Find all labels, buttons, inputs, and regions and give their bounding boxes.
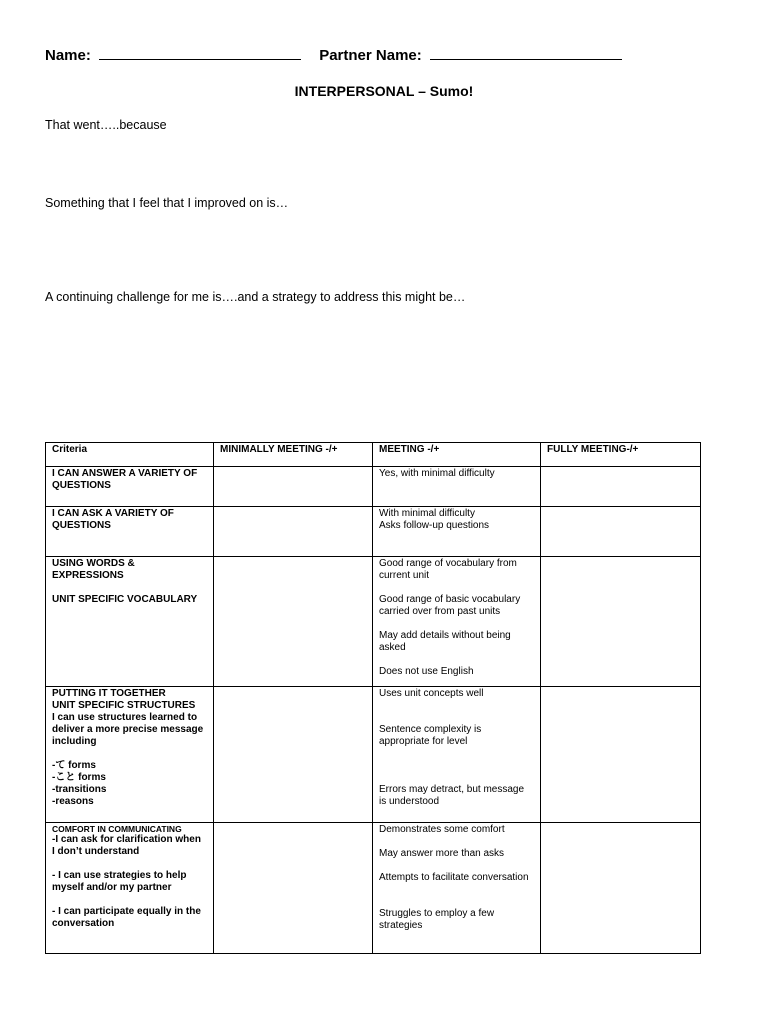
header-minimally-meeting: MINIMALLY MEETING -/+ [214, 443, 373, 467]
meeting-line: is understood [379, 796, 440, 807]
minimally-meeting-cell[interactable] [214, 467, 373, 507]
criteria-cell [46, 823, 214, 954]
prompt-improvement: Something that I feel that I improved on is… [45, 196, 289, 210]
criteria-line: UNIT SPECIFIC VOCABULARY [52, 594, 198, 605]
spacer [52, 894, 207, 906]
spacer [379, 896, 534, 908]
rubric-table [45, 442, 701, 954]
meeting-cell [373, 557, 541, 687]
criteria-cell [46, 467, 214, 507]
criteria-line: I CAN ASK A VARIETY OF [52, 508, 174, 519]
meeting-line: Errors may detract, but message [379, 784, 525, 795]
meeting-line: asked [379, 642, 406, 653]
meeting-line: appropriate for level [379, 736, 468, 747]
meeting-line: Good range of vocabulary from [379, 558, 517, 569]
fully-meeting-cell[interactable] [541, 557, 701, 687]
criteria-line: - I can participate equally in the [52, 906, 201, 917]
criteria-line: I CAN ANSWER A VARIETY OF [52, 468, 198, 479]
minimally-meeting-cell[interactable] [214, 687, 373, 823]
spacer [379, 712, 534, 724]
spacer [379, 860, 534, 872]
partner-name-label: Partner Name: [319, 47, 422, 64]
name-row [45, 47, 622, 64]
meeting-line: strategies [379, 920, 423, 931]
prompt-challenge: A continuing challenge for me is….and a strategy to address this might be… [45, 290, 466, 304]
prompt-reflection: That went…..because [45, 118, 167, 132]
criteria-line: -reasons [52, 796, 94, 807]
meeting-cell [373, 823, 541, 954]
meeting-line: Struggles to employ a few [379, 908, 495, 919]
criteria-line: QUESTIONS [52, 480, 111, 491]
criteria-cell [46, 507, 214, 557]
criteria-cell [46, 557, 214, 687]
spacer [379, 700, 534, 712]
table-header-row [46, 443, 701, 467]
spacer [379, 836, 534, 848]
meeting-line: With minimal difficulty [379, 508, 475, 519]
criteria-line: QUESTIONS [52, 520, 111, 531]
criteria-line: EXPRESSIONS [52, 570, 124, 581]
criteria-line: -I can ask for clarification when [52, 834, 201, 845]
criteria-line: -て forms [52, 760, 96, 771]
meeting-line: carried over from past units [379, 606, 501, 617]
spacer [52, 748, 207, 760]
header-criteria: Criteria [46, 443, 214, 467]
table-row [46, 687, 701, 823]
criteria-line: myself and/or my partner [52, 882, 172, 893]
header-meeting: MEETING -/+ [373, 443, 541, 467]
meeting-line: Asks follow-up questions [379, 520, 490, 531]
table-row [46, 557, 701, 687]
meeting-line: May add details without being [379, 630, 511, 641]
criteria-line: PUTTING IT TOGETHER [52, 688, 166, 699]
meeting-line: Does not use English [379, 666, 474, 677]
meeting-line: Yes, with minimal difficulty [379, 468, 495, 479]
criteria-line: -こと forms [52, 772, 106, 783]
meeting-line: Uses unit concepts well [379, 688, 484, 699]
meeting-cell [373, 507, 541, 557]
spacer [379, 760, 534, 772]
criteria-line: -transitions [52, 784, 107, 795]
table-row [46, 507, 701, 557]
spacer [379, 748, 534, 760]
meeting-line: Attempts to facilitate conversation [379, 872, 529, 883]
spacer [379, 654, 534, 666]
header-fully-meeting: FULLY MEETING-/+ [541, 443, 701, 467]
criteria-line: I can use structures learned to [52, 712, 198, 723]
spacer [379, 618, 534, 630]
spacer [52, 582, 207, 594]
meeting-cell [373, 467, 541, 507]
minimally-meeting-cell[interactable] [214, 557, 373, 687]
meeting-cell [373, 687, 541, 823]
spacer [379, 884, 534, 896]
name-blank-line[interactable] [99, 47, 301, 60]
meeting-line: Sentence complexity is [379, 724, 482, 735]
criteria-line: - I can use strategies to help [52, 870, 187, 881]
meeting-line: Demonstrates some comfort [379, 824, 505, 835]
spacer [52, 858, 207, 870]
fully-meeting-cell[interactable] [541, 467, 701, 507]
criteria-line: UNIT SPECIFIC STRUCTURES [52, 700, 196, 711]
criteria-cell [46, 687, 214, 823]
partner-name-blank-line[interactable] [430, 47, 622, 60]
spacer [379, 772, 534, 784]
criteria-line: including [52, 736, 97, 747]
table-row [46, 823, 701, 954]
meeting-line: current unit [379, 570, 430, 581]
minimally-meeting-cell[interactable] [214, 507, 373, 557]
criteria-line: I don’t understand [52, 846, 140, 857]
page-title: INTERPERSONAL – Sumo! [294, 83, 474, 99]
name-label: Name: [45, 47, 91, 64]
criteria-line: conversation [52, 918, 115, 929]
criteria-line: USING WORDS & [52, 558, 135, 569]
criteria-heading: COMFORT IN COMMUNICATING [52, 824, 182, 834]
fully-meeting-cell[interactable] [541, 823, 701, 954]
spacer [379, 582, 534, 594]
table-row [46, 467, 701, 507]
criteria-line: deliver a more precise message [52, 724, 204, 735]
minimally-meeting-cell[interactable] [214, 823, 373, 954]
fully-meeting-cell[interactable] [541, 687, 701, 823]
meeting-line: Good range of basic vocabulary [379, 594, 521, 605]
fully-meeting-cell[interactable] [541, 507, 701, 557]
meeting-line: May answer more than asks [379, 848, 505, 859]
